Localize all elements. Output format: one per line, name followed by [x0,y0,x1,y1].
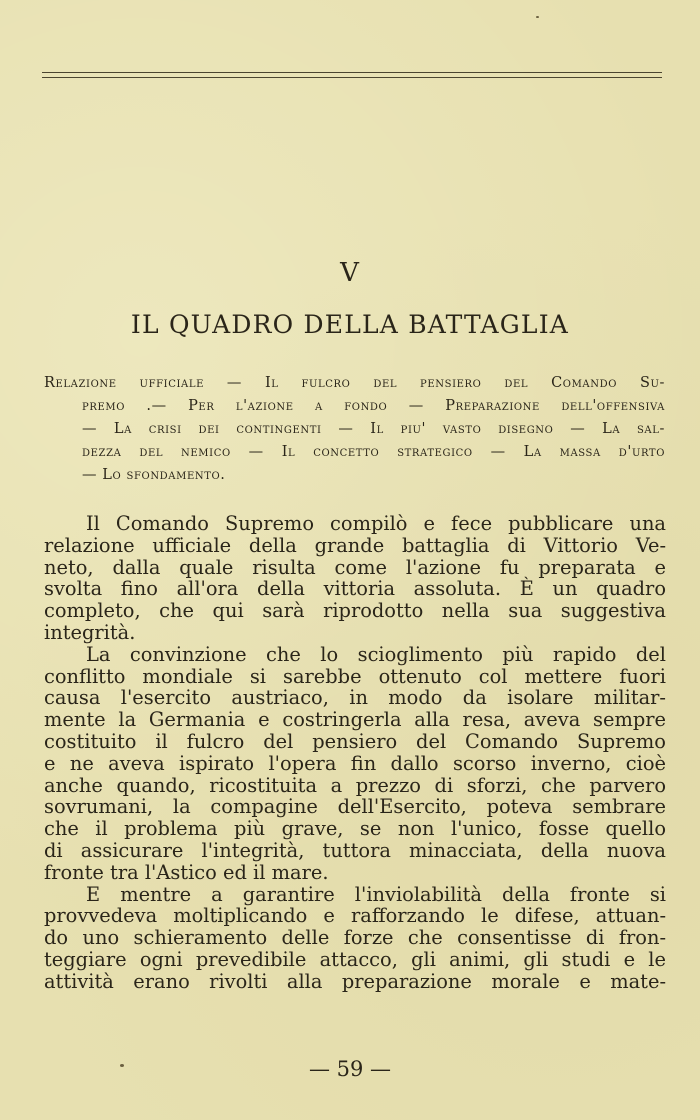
text-line: che il problema più grave, se non l'unico, fosse quello [44,817,666,841]
summary-line: Relazione ufficiale — Il fulcro del pensiero del Comando Su- [44,375,665,391]
chapter-title: IL QUADRO DELLA BATTAGLIA [130,310,570,339]
text-line: anche quando, ricostituita a prezzo di sforzi, che parvero [44,773,666,797]
text-line: do uno schieramento delle forze che consentisse di fron- [44,926,666,950]
text-line: La convinzione che lo scioglimento più rapido del [86,642,666,666]
summary-line: — Lo sfondamento. [82,467,226,483]
text-line: integrità. [44,620,136,644]
text-line: Il Comando Supremo compilò e fece pubblicare una [86,512,666,535]
text-line: fronte tra l'Astico ed il mare. [44,860,329,884]
text-line: costituito il fulcro del pensiero del Comando Supremo [44,729,666,753]
text-line: E mentre a garantire l'inviolabilità della fronte si [86,882,666,906]
text-line: causa l'esercito austriaco, in modo da isolare militar- [44,686,666,710]
text-line: relazione ufficiale della grande battaglia di Vittorio Ve- [44,533,666,557]
chapter-number: V [340,258,360,288]
text-line: sovrumani, la compagine dell'Esercito, poteva sembrare [44,795,666,819]
page-number: — 59 — [308,1057,392,1081]
body-text [44,513,666,993]
text-line: svolta fino all'ora della vittoria assoluta. È un quadro [44,577,666,601]
text-line: completo, che qui sarà riprodotto nella sua suggestiva [44,599,666,623]
chapter-summary [44,372,665,487]
text-line: mente la Germania e costringerla alla resa, aveva sempre [44,708,666,732]
summary-line: dezza del nemico — Il concetto strategico — La massa d'urto [82,444,665,460]
paragraph-1 [44,513,666,644]
header-rule-upper [42,72,662,73]
text-line: e ne aveva ispirato l'opera fin dallo scorso inverno, cioè [44,751,666,775]
text-line: teggiare ogni prevedibile attacco, gli animi, gli studi e le [44,947,666,971]
paragraph-2 [44,644,666,884]
text-line: neto, dalla quale risulta come l'azione fu preparata e [44,555,666,579]
text-line: di assicurare l'integrità, tuttora minacciata, della nuova [44,838,666,862]
summary-line: premo .— Per l'azione a fondo — Preparazione dell'offensiva [82,398,665,414]
text-line: provvedeva moltiplicando e rafforzando le difese, attuan- [44,904,666,928]
text-line: attività erano rivolti alla preparazione morale e mate- [44,969,666,993]
paragraph-3 [44,884,666,993]
text-line: conflitto mondiale si sarebbe ottenuto col mettere fuori [44,664,666,688]
ink-speck [536,16,539,18]
header-rule-lower [42,77,662,78]
summary-line: — La crisi dei contingenti — Il piu' vasto disegno — La sal- [82,421,665,437]
